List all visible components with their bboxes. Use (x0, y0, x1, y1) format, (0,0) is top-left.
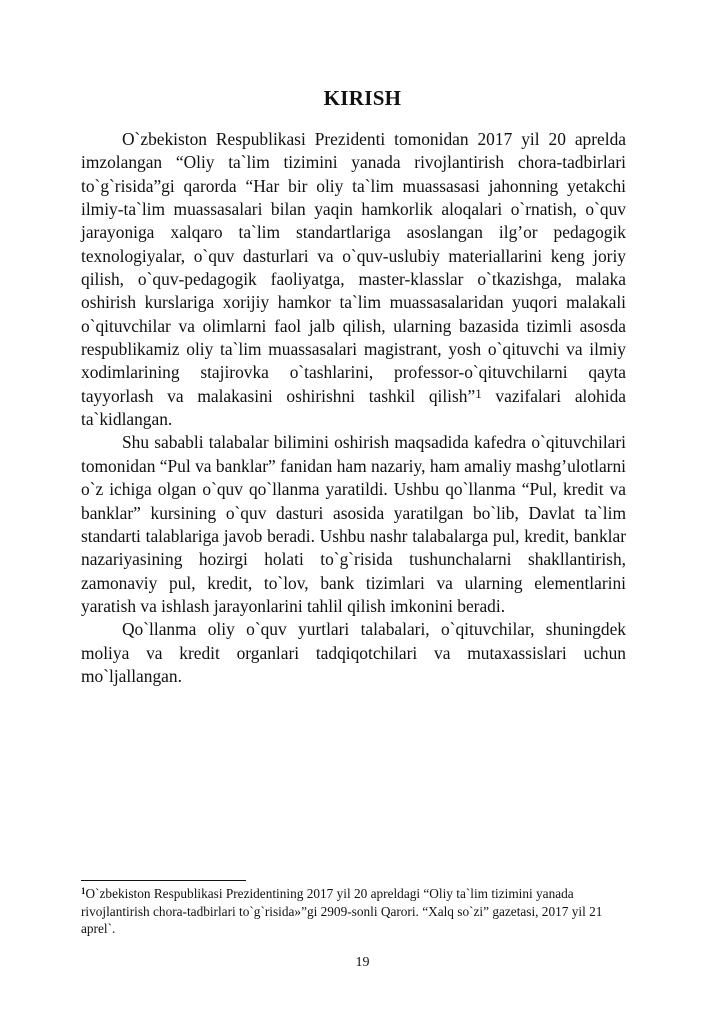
paragraph-intro-text: O`zbekiston Respublikasi Prezidenti tomonidan 2017 yil 20 aprelda imzolangan “Oliy ta`lim tizimini yanada rivojlantirish chora-tadbirlari to`g`risida”gi qarorda “Har bir oliy ta`lim muassasasi jahonning yetakchi ilmiy-ta`lim muassasalari bilan yaqin hamkorlik aloqalari o`rnatish, o`quv jarayoniga xalqaro ta`lim standartlariga asoslangan ilg’or pedagogik texnologiyalar, o`quv dasturlari va o`quv-uslubiy materiallarini keng joriy qilish, o`quv-pedagogik faoliyatga, master-klasslar o`tkazishga, malaka oshirish kurslariga xorijiy hamkor ta`lim muassasalaridan yuqori malakali o`qituvchilar va olimlarni faol jalb qilish, ularning bazasida tizimli asosda respublikamiz oliy ta`lim muassasalari magistrant, yosh o`qituvchi va ilmiy xodimlarining stajirovka o`tashlarini, professor-o`qituvchilarni qayta tayyorlash va malakasini oshirishni tashkil qilish” (81, 129, 626, 406)
paragraph-intro-text-end: vazifalari alohida ta`kidlangan. (81, 385, 627, 430)
footnote-separator (81, 880, 246, 881)
footnote-reference: 1 (475, 385, 482, 401)
paragraph-purpose: Shu sababli talabalar bilimini oshirish maqsadida kafedra o`qituvchilari tomonidan “Pul va banklar” fanidan ham nazariy, ham amaliy mashg’ulotlarni o`z ichiga olgan o`quv qo`llanma yaratildi. Ushbu qo`llanma “Pul, kredit va banklar” kursining o`quv dasturi asosida yaratilgan bo`lib, Davlat ta`lim standarti talablariga javob beradi. Ushbu nashr talabalarga pul, kredit, banklar nazariyasining hozirgi holati to`g`risida tushunchalarni shakllantirish, zamonaviy pul, kredit, to`lov, bank tizimlari va ularning elementlarini yaratish va ishlash jarayonlarini tahlil qilish imkonini beradi. (81, 432, 626, 616)
body-text (81, 128, 626, 688)
page-number: 19 (355, 955, 370, 970)
footnote (81, 885, 626, 938)
footnote-mark: 1 (81, 886, 86, 896)
footnote-text: O`zbekiston Respublikasi Prezidentining 2017 yil 20 apreldagi “Oliy ta`lim tizimini yanada rivojlantirish chora-tadbirlari to`g`risida»”gi 2909-sonli Qarori. “Xalq so`zi” gazetasi, 2017 yil 21 aprel`. (81, 886, 603, 937)
paragraph-intro (81, 128, 626, 431)
paragraph-audience: Qo`llanma oliy o`quv yurtlari talabalari, o`qituvchilar, shuningdek moliya va kredit organlari tadqiqotchilari va mutaxassislari uchun mo`ljallangan. (81, 619, 626, 686)
page-title: KIRISH (323, 86, 402, 110)
